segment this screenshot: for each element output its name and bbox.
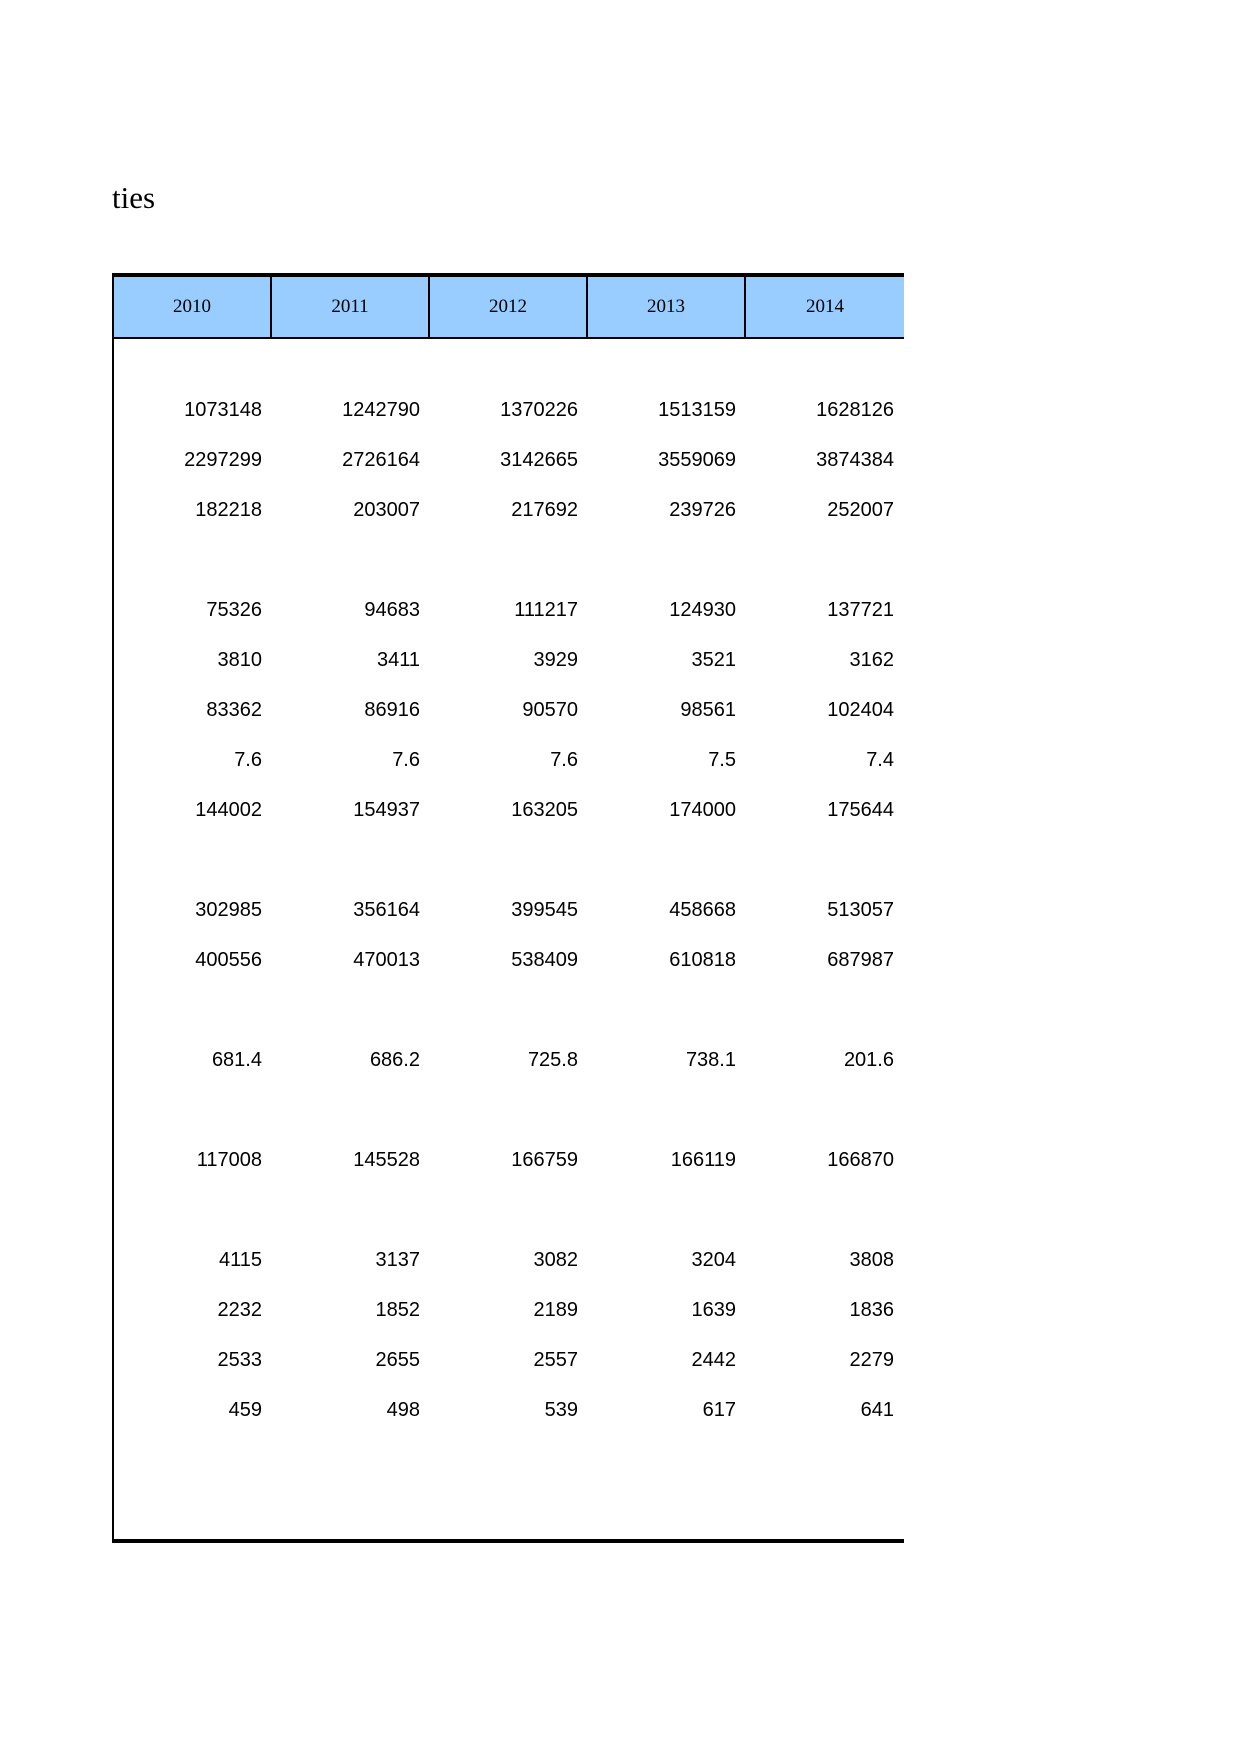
table-cell: 2655 (375, 1349, 420, 1371)
table-cell: 3808 (849, 1249, 894, 1271)
table-row (114, 635, 904, 685)
table-cell: 3082 (533, 1249, 578, 1271)
table-row (114, 585, 904, 635)
table-header-row (114, 277, 904, 339)
table-cell: 75326 (206, 599, 262, 621)
table-cell: 166870 (827, 1149, 894, 1171)
table-cell: 145528 (353, 1149, 420, 1171)
table-cell: 144002 (195, 799, 262, 821)
table-cell: 7.6 (550, 749, 578, 771)
table-cell: 539 (544, 1399, 578, 1421)
table-row (114, 1335, 904, 1385)
table-cell: 400556 (195, 949, 262, 971)
column-header-2010: 2010 (114, 277, 272, 337)
table-cell: 513057 (827, 899, 894, 921)
table-row (114, 1235, 904, 1285)
table-cell: 4115 (218, 1249, 262, 1271)
table-cell: 7.6 (392, 749, 420, 771)
table-cell: 2232 (217, 1299, 262, 1321)
table-cell: 175644 (827, 799, 894, 821)
table-cell: 498 (386, 1399, 420, 1421)
table-row (114, 935, 904, 985)
table-cell: 124930 (669, 599, 736, 621)
table-cell: 166119 (670, 1149, 736, 1171)
column-header-2013: 2013 (588, 277, 746, 337)
table-cell: 3874384 (816, 449, 894, 471)
table-cell: 2726164 (342, 449, 420, 471)
table-cell: 163205 (511, 799, 578, 821)
table-cell: 1370226 (500, 399, 578, 421)
table-spacer-row (114, 985, 904, 1035)
table-row (114, 785, 904, 835)
table-cell: 203007 (353, 499, 420, 521)
table-row (114, 1285, 904, 1335)
table-cell: 725.8 (527, 1049, 578, 1071)
table-cell: 98561 (680, 699, 736, 721)
table-cell: 1852 (375, 1299, 420, 1321)
table-row (114, 1385, 904, 1435)
table-spacer-row (114, 1085, 904, 1135)
table-cell: 641 (860, 1399, 894, 1421)
table-cell: 7.5 (708, 749, 736, 771)
table-row (114, 1035, 904, 1085)
table-cell: 3162 (849, 649, 894, 671)
table-cell: 102404 (827, 699, 894, 721)
table-cell: 2279 (849, 1349, 894, 1371)
table-cell: 2442 (691, 1349, 736, 1371)
column-header-2011: 2011 (272, 277, 430, 337)
table-cell: 356164 (353, 899, 420, 921)
table-cell: 239726 (669, 499, 736, 521)
table-cell: 86916 (364, 699, 420, 721)
table-cell: 1836 (849, 1299, 894, 1321)
table-cell: 2189 (533, 1299, 578, 1321)
table-cell: 459 (228, 1399, 262, 1421)
table-cell: 111217 (514, 599, 578, 621)
table-row (114, 385, 904, 435)
table-cell: 7.4 (866, 749, 894, 771)
table-cell: 94683 (364, 599, 420, 621)
table-cell: 2533 (217, 1349, 262, 1371)
table-cell: 252007 (827, 499, 894, 521)
table-cell: 1242790 (342, 399, 420, 421)
table-cell: 154937 (353, 799, 420, 821)
table-cell: 3929 (533, 649, 578, 671)
column-header-2012: 2012 (430, 277, 588, 337)
table-cell: 617 (702, 1399, 736, 1421)
table-cell: 687987 (827, 949, 894, 971)
statistics-table (112, 273, 904, 1543)
table-cell: 3521 (691, 649, 736, 671)
table-cell: 90570 (522, 699, 578, 721)
table-spacer-row (114, 835, 904, 885)
table-cell: 738.1 (685, 1049, 736, 1071)
table-cell: 117008 (196, 1149, 262, 1171)
table-cell: 610818 (669, 949, 736, 971)
table-row (114, 735, 904, 785)
table-spacer-row (114, 1185, 904, 1235)
table-row (114, 1135, 904, 1185)
table-row (114, 435, 904, 485)
table-cell: 201.6 (843, 1049, 894, 1071)
table-cell: 166759 (511, 1149, 578, 1171)
table-spacer-row (114, 535, 904, 585)
table-cell: 538409 (511, 949, 578, 971)
table-cell: 2557 (533, 1349, 578, 1371)
table-row (114, 485, 904, 535)
table-bottom-rule (112, 1539, 904, 1543)
table-cell: 399545 (511, 899, 578, 921)
table-cell: 2297299 (184, 449, 262, 471)
table-body (114, 385, 904, 1435)
table-row (114, 885, 904, 935)
table-cell: 3411 (376, 649, 420, 671)
table-cell: 137721 (827, 599, 894, 621)
table-cell: 3137 (375, 1249, 420, 1271)
table-cell: 7.6 (234, 749, 262, 771)
table-cell: 686.2 (369, 1049, 420, 1071)
table-cell: 1513159 (658, 399, 736, 421)
table-cell: 174000 (669, 799, 736, 821)
table-cell: 1073148 (184, 399, 262, 421)
table-cell: 681.4 (211, 1049, 262, 1071)
table-cell: 458668 (669, 899, 736, 921)
table-cell: 3204 (691, 1249, 736, 1271)
table-cell: 470013 (353, 949, 420, 971)
table-cell: 3142665 (500, 449, 578, 471)
table-cell: 83362 (206, 699, 262, 721)
table-cell: 182218 (195, 499, 262, 521)
column-header-2014: 2014 (806, 296, 844, 317)
table-cell: 302985 (195, 899, 262, 921)
table-cell: 1639 (691, 1299, 736, 1321)
table-cell: 217692 (511, 499, 578, 521)
table-cell: 3810 (217, 649, 262, 671)
table-row (114, 685, 904, 735)
page-title: ties (112, 180, 156, 215)
table-cell: 1628126 (816, 399, 894, 421)
table-cell: 3559069 (658, 449, 736, 471)
